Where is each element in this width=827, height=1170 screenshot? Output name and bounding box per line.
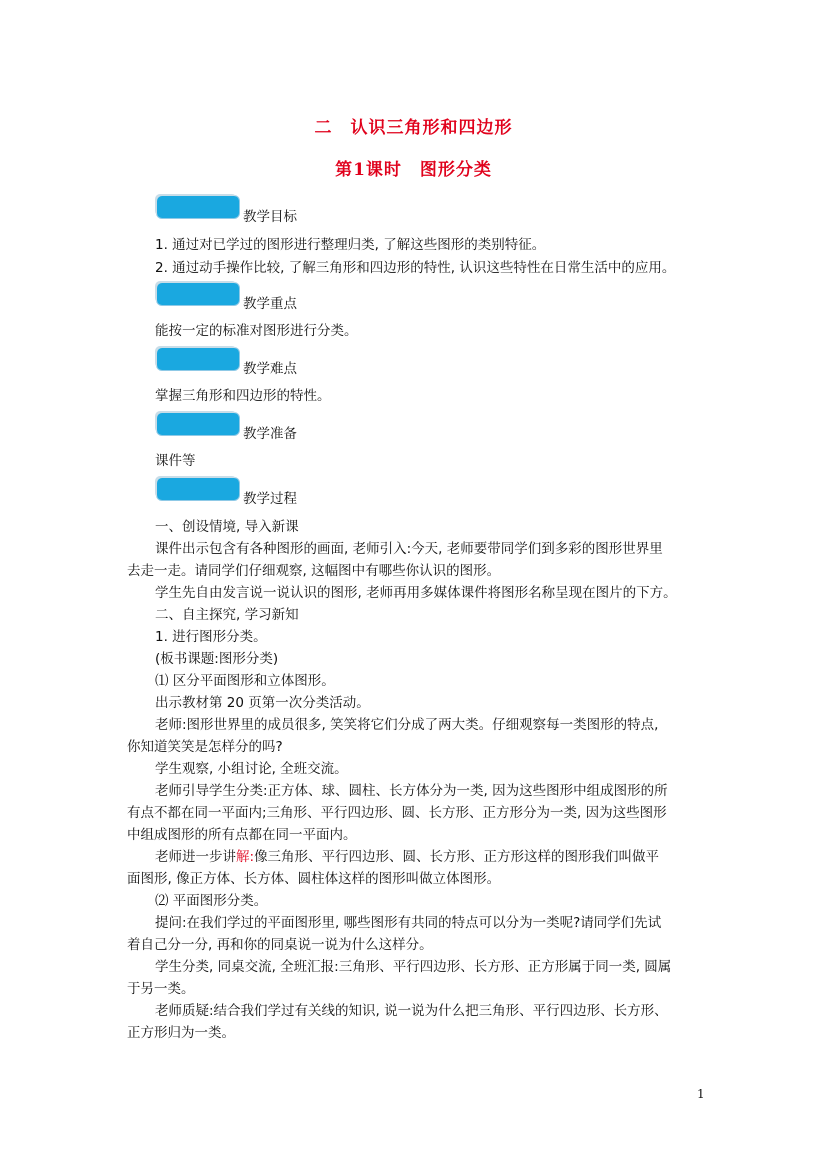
process-line: 老师:图形世界里的成员很多, 笑笑将它们分成了两大类。仔细观察每一类图形的特点, xyxy=(155,717,659,733)
process-text: 老师进一步讲 xyxy=(155,849,236,865)
process-line: 于另一类。 xyxy=(127,981,195,997)
process-line: 着自己分一分, 再和你的同桌说一说为什么这样分。 xyxy=(127,937,433,953)
section-heading-preparation: 教学准备 xyxy=(243,426,297,442)
page-number: 1 xyxy=(697,1087,705,1101)
process-line: 正方形归为一类。 xyxy=(127,1025,235,1041)
process-line: 老师质疑:结合我们学过有关线的知识, 说一说为什么把三角形、平行四边形、长方形、 xyxy=(155,1003,668,1019)
process-line: 老师引导学生分类:正方体、球、圆柱、长方体分为一类, 因为这些图形中组成图形的所 xyxy=(155,783,668,799)
process-line xyxy=(155,845,659,865)
difficulty-text: 掌握三角形和四边形的特性。 xyxy=(155,388,331,404)
section-badge xyxy=(157,413,239,435)
process-line: 课件出示包含有各种图形的画面, 老师引入:今天, 老师要带同学们到多彩的图形世界里 xyxy=(155,541,663,557)
process-text: 像三角形、平行四边形、圆、长方形、正方形这样的图形我们叫做平 xyxy=(254,849,660,865)
lesson-subtitle: 第1课时 图形分类 xyxy=(335,160,492,180)
section-heading-difficulties: 教学难点 xyxy=(243,361,297,377)
process-line: 学生观察, 小组讨论, 全班交流。 xyxy=(155,761,348,777)
process-line: 提问:在我们学过的平面图形里, 哪些图形有共同的特点可以分为一类呢?请同学们先试 xyxy=(155,915,662,931)
process-line: 中组成图形的所有点都在同一平面内。 xyxy=(127,827,357,843)
process-line: ⑴ 区分平面图形和立体图形。 xyxy=(155,673,335,689)
process-line: (板书课题:图形分类) xyxy=(155,651,279,667)
highlight-text: 解: xyxy=(236,849,255,865)
section-heading-key-points: 教学重点 xyxy=(243,296,297,312)
lesson-unit-title: 二 认识三角形和四边形 xyxy=(314,118,513,138)
process-line: 去走一走。请同学们仔细观察, 这幅图中有哪些你认识的图形。 xyxy=(127,563,501,579)
process-line: 有点不都在同一平面内;三角形、平行四边形、圆、长方形、正方形分为一类, 因为这些图形 xyxy=(127,805,667,821)
section-badge xyxy=(157,196,239,218)
process-line: 学生分类, 同桌交流, 全班汇报:三角形、平行四边形、长方形、正方形属于同一类, 圆属 xyxy=(155,959,672,975)
process-line: 二、自主探究, 学习新知 xyxy=(155,607,299,623)
process-line: 你知道笑笑是怎样分的吗? xyxy=(127,739,283,755)
section-badge xyxy=(157,283,239,305)
section-heading-process: 教学过程 xyxy=(243,491,297,507)
objective-item: 1. 通过对已学过的图形进行整理归类, 了解这些图形的类别特征。 xyxy=(155,237,546,253)
key-point-text: 能按一定的标准对图形进行分类。 xyxy=(155,323,358,339)
process-line: 面图形, 像正方体、长方体、圆柱体这样的图形叫做立体图形。 xyxy=(127,871,501,887)
section-heading-objectives: 教学目标 xyxy=(243,209,297,225)
process-line: 出示教材第 20 页第一次分类活动。 xyxy=(155,695,370,711)
process-line: 学生先自由发言说一说认识的图形, 老师再用多媒体课件将图形名称呈现在图片的下方。 xyxy=(155,585,677,601)
section-badge xyxy=(157,478,239,500)
preparation-text: 课件等 xyxy=(155,453,196,469)
process-line: ⑵ 平面图形分类。 xyxy=(155,893,268,909)
process-line: 1. 进行图形分类。 xyxy=(155,629,267,645)
process-line: 一、创设情境, 导入新课 xyxy=(155,519,299,535)
section-badge xyxy=(157,348,239,370)
objective-item: 2. 通过动手操作比较, 了解三角形和四边形的特性, 认识这些特性在日常生活中的应用。 xyxy=(155,260,676,276)
